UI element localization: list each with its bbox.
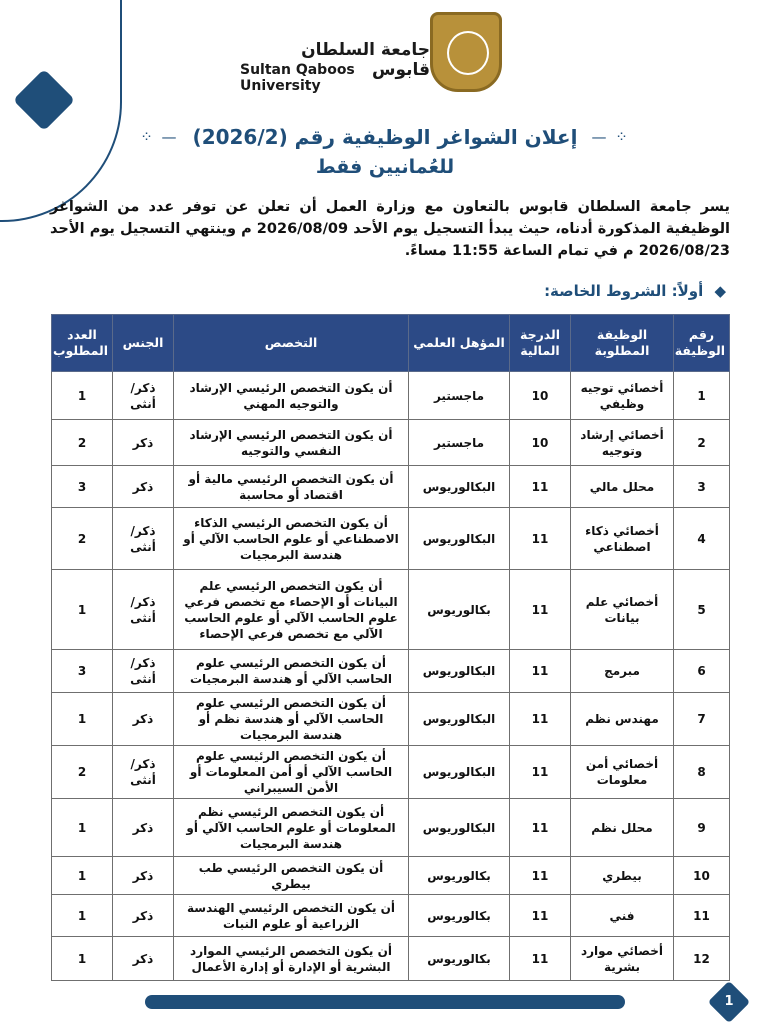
cell-count: 1 — [52, 895, 113, 937]
table-row — [52, 420, 730, 466]
title-ornament-right-icon: — ⁘ — [591, 128, 630, 146]
cell-specialization: أن يكون التخصص الرئيسي الإرشاد النفسي والتوجيه — [174, 420, 409, 466]
cell-specialization: أن يكون التخصص الرئيسي الموارد البشرية أو الإدارة أو إدارة الأعمال — [174, 937, 409, 981]
cell-grade: 11 — [510, 466, 571, 508]
cell-qualification: بكالوريوس — [409, 857, 510, 895]
table-row — [52, 650, 730, 693]
cell-job-number: 5 — [674, 570, 730, 650]
cell-grade: 11 — [510, 746, 571, 799]
cell-gender: ذكر/ أنثى — [113, 508, 174, 570]
cell-count: 2 — [52, 746, 113, 799]
cell-qualification: ماجستير — [409, 372, 510, 420]
header-job-title: الوظيفة المطلوبة — [571, 315, 674, 372]
table-row — [52, 937, 730, 981]
cell-gender: ذكر — [113, 895, 174, 937]
cell-grade: 10 — [510, 420, 571, 466]
table-row — [52, 508, 730, 570]
cell-job-title: أخصائي توجيه وظيفي — [571, 372, 674, 420]
cell-grade: 11 — [510, 508, 571, 570]
cell-gender: ذكر — [113, 799, 174, 857]
university-logo — [430, 12, 510, 92]
cell-grade: 11 — [510, 650, 571, 693]
cell-gender: ذكر — [113, 420, 174, 466]
table-row — [52, 799, 730, 857]
header-grade: الدرجة المالية — [510, 315, 571, 372]
cell-job-title: بيطري — [571, 857, 674, 895]
cell-job-title: أخصائي إرشاد وتوجيه — [571, 420, 674, 466]
cell-qualification: البكالوريوس — [409, 508, 510, 570]
cell-gender: ذكر/ أنثى — [113, 372, 174, 420]
cell-count: 3 — [52, 650, 113, 693]
cell-gender: ذكر — [113, 937, 174, 981]
cell-qualification: البكالوريوس — [409, 746, 510, 799]
vacancies-table — [51, 314, 730, 981]
diamond-bullet-icon: ◆ — [714, 282, 726, 300]
cell-specialization: أن يكون التخصص الرئيسي علوم الحاسب الآلي أو أمن المعلومات أو الأمن السيبراني — [174, 746, 409, 799]
cell-job-number: 10 — [674, 857, 730, 895]
table-row — [52, 570, 730, 650]
cell-job-number: 11 — [674, 895, 730, 937]
cell-qualification: بكالوريوس — [409, 570, 510, 650]
table-header-row — [52, 315, 730, 372]
cell-specialization: أن يكون التخصص الرئيسي الهندسة الزراعية أو علوم النبات — [174, 895, 409, 937]
cell-job-title: محلل نظم — [571, 799, 674, 857]
announcement-intro: يسر جامعة السلطان قابوس بالتعاون مع وزارة العمل أن تعلن عن توفر عدد من الشواغر الوظيفية المذكورة أدناه، حيث يبدأ التسجيل يوم الأحد 2026/08/09 م وينتهي التسجيل يوم الأحد 2026/08/23 م في تمام الساعة 11:55 مساءً. — [50, 199, 730, 259]
title-row — [130, 122, 640, 152]
cell-job-title: أخصائي أمن معلومات — [571, 746, 674, 799]
cell-job-title: محلل مالي — [571, 466, 674, 508]
cell-job-title: مهندس نظم — [571, 693, 674, 746]
cell-job-title: أخصائي ذكاء اصطناعي — [571, 508, 674, 570]
header-count: العدد المطلوب — [52, 315, 113, 372]
cell-job-number: 9 — [674, 799, 730, 857]
table-row — [52, 895, 730, 937]
header-specialization: التخصص — [174, 315, 409, 372]
cell-qualification: البكالوريوس — [409, 650, 510, 693]
cell-job-number: 2 — [674, 420, 730, 466]
cell-specialization: أن يكون التخصص الرئيسي علوم الحاسب الآلي أو هندسة نظم أو هندسة البرمجيات — [174, 693, 409, 746]
cell-count: 1 — [52, 372, 113, 420]
cell-job-number: 3 — [674, 466, 730, 508]
announcement-subtitle: للعُمانيين فقط — [315, 156, 455, 178]
university-name-arabic: جامعة السلطان قابوس — [301, 40, 430, 80]
cell-specialization: أن يكون التخصص الرئيسي نظم المعلومات أو علوم الحاسب الآلي أو هندسة البرمجيات — [174, 799, 409, 857]
cell-gender: ذكر — [113, 466, 174, 508]
cell-count: 1 — [52, 570, 113, 650]
cell-count: 3 — [52, 466, 113, 508]
cell-count: 2 — [52, 420, 113, 466]
table-row — [52, 857, 730, 895]
cell-gender: ذكر/ أنثى — [113, 746, 174, 799]
table-row — [52, 466, 730, 508]
cell-qualification: بكالوريوس — [409, 937, 510, 981]
cell-grade: 11 — [510, 570, 571, 650]
cell-job-number: 12 — [674, 937, 730, 981]
cell-count: 1 — [52, 857, 113, 895]
table-row — [52, 693, 730, 746]
seal-icon — [430, 12, 502, 92]
announcement-title: إعلان الشواغر الوظيفية رقم (2026/2) — [192, 125, 578, 149]
table-row — [52, 746, 730, 799]
cell-gender: ذكر — [113, 857, 174, 895]
cell-grade: 11 — [510, 857, 571, 895]
cell-gender: ذكر — [113, 693, 174, 746]
cell-job-title: أخصائي موارد بشرية — [571, 937, 674, 981]
cell-grade: 11 — [510, 693, 571, 746]
cell-specialization: أن يكون التخصص الرئيسي طب بيطري — [174, 857, 409, 895]
cell-qualification: البكالوريوس — [409, 466, 510, 508]
cell-job-number: 6 — [674, 650, 730, 693]
cell-count: 2 — [52, 508, 113, 570]
title-ornament-left-icon: ⁘ — — [140, 128, 179, 146]
section-heading-text: أولاً: الشروط الخاصة: — [544, 282, 704, 300]
cell-job-number: 4 — [674, 508, 730, 570]
cell-specialization: أن يكون التخصص الرئيسي علوم الحاسب الآلي أو هندسة البرمجيات — [174, 650, 409, 693]
footer-bar — [145, 995, 625, 1009]
cell-job-title: فني — [571, 895, 674, 937]
cell-specialization: أن يكون التخصص الرئيسي علم البيانات أو الإحصاء مع تخصص فرعي علوم الحاسب الآلي أو علوم الحاسب الآلي مع تخصص فرعي الإحصاء — [174, 570, 409, 650]
cell-job-number: 7 — [674, 693, 730, 746]
cell-gender: ذكر/ أنثى — [113, 650, 174, 693]
table-row — [52, 372, 730, 420]
cell-specialization: أن يكون التخصص الرئيسي مالية أو اقتصاد أو محاسبة — [174, 466, 409, 508]
cell-count: 1 — [52, 937, 113, 981]
cell-specialization: أن يكون التخصص الرئيسي الإرشاد والتوجيه المهني — [174, 372, 409, 420]
header-job-number: رقم الوظيفة — [674, 315, 730, 372]
university-name-english: Sultan Qaboos University — [240, 62, 355, 94]
cell-job-title: مبرمج — [571, 650, 674, 693]
section-heading — [544, 282, 726, 300]
cell-qualification: البكالوريوس — [409, 799, 510, 857]
cell-qualification: ماجستير — [409, 420, 510, 466]
header-qualification: المؤهل العلمي — [409, 315, 510, 372]
cell-job-number: 8 — [674, 746, 730, 799]
page-number: 1 — [724, 994, 734, 1009]
cell-job-title: أخصائي علم بيانات — [571, 570, 674, 650]
cell-qualification: البكالوريوس — [409, 693, 510, 746]
cell-count: 1 — [52, 799, 113, 857]
header-gender: الجنس — [113, 315, 174, 372]
cell-gender: ذكر/ أنثى — [113, 570, 174, 650]
cell-count: 1 — [52, 693, 113, 746]
cell-job-number: 1 — [674, 372, 730, 420]
cell-grade: 11 — [510, 937, 571, 981]
cell-specialization: أن يكون التخصص الرئيسي الذكاء الاصطناعي أو علوم الحاسب الآلي أو هندسة البرمجيات — [174, 508, 409, 570]
cell-grade: 10 — [510, 372, 571, 420]
cell-grade: 11 — [510, 799, 571, 857]
cell-qualification: بكالوريوس — [409, 895, 510, 937]
cell-grade: 11 — [510, 895, 571, 937]
